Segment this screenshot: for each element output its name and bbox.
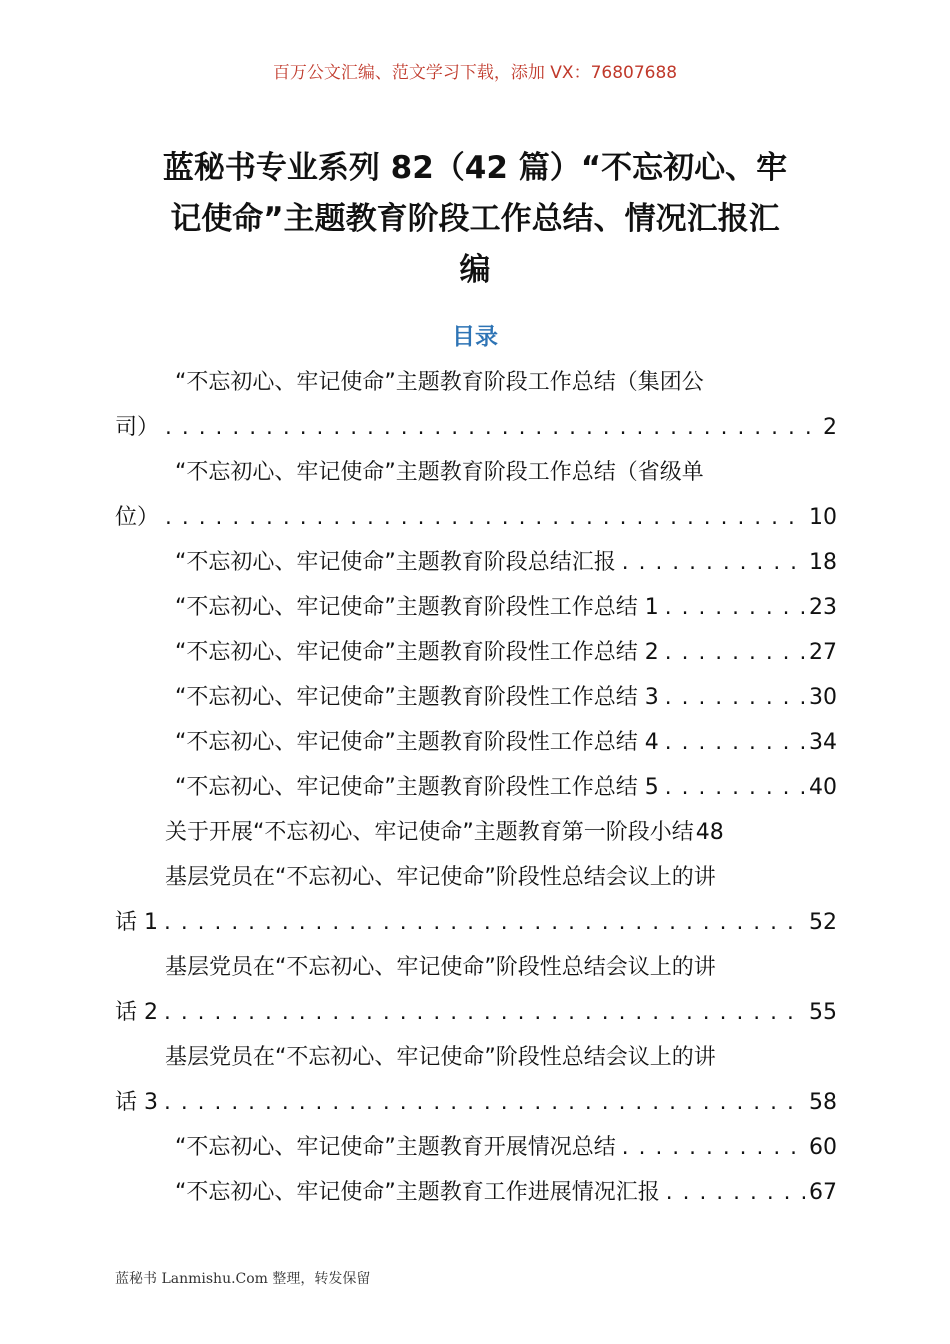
- toc-entry-page: 30: [809, 685, 837, 710]
- toc-entry-title-line2: 话 2: [115, 1000, 158, 1025]
- toc-entry-title-line1: 基层党员在“不忘初心、牢记使命”阶段性总结会议上的讲: [165, 1045, 716, 1070]
- toc-entry-title-line1: “不忘初心、牢记使命”主题教育阶段工作总结（省级单: [175, 460, 704, 485]
- toc-entry[interactable]: [115, 1035, 837, 1125]
- toc-leader-dots: [620, 1126, 805, 1171]
- toc-entry[interactable]: [115, 1170, 837, 1215]
- footer-credit-text: 蓝秘书 Lanmishu.Com 整理，转发保留: [115, 1271, 371, 1287]
- toc-entry-page: 27: [809, 640, 837, 665]
- toc-entry[interactable]: [115, 675, 837, 720]
- toc-leader-dots: [162, 991, 805, 1036]
- toc-entry[interactable]: [115, 585, 837, 630]
- toc-entry[interactable]: [115, 450, 837, 540]
- toc-entry-page: 67: [809, 1180, 837, 1205]
- toc-entry-title-line1: 基层党员在“不忘初心、牢记使命”阶段性总结会议上的讲: [165, 865, 716, 890]
- toc-entry-page: 10: [809, 505, 837, 530]
- toc-leader-dots: [163, 496, 805, 541]
- toc-leader-dots: [620, 541, 805, 586]
- toc-heading: 目录: [452, 324, 498, 350]
- toc-entry-page: 55: [809, 1000, 837, 1025]
- toc-entry-page: 18: [809, 550, 837, 575]
- toc-entry-page: 2: [823, 415, 837, 440]
- toc-entry-page: 60: [809, 1135, 837, 1160]
- toc-entry-title: “不忘初心、牢记使命”主题教育阶段性工作总结 1: [175, 595, 659, 620]
- document-title: [115, 143, 835, 296]
- toc-entry-title: “不忘初心、牢记使命”主题教育阶段性工作总结 2: [175, 640, 659, 665]
- title-line-2: 记使命”主题教育阶段工作总结、情况汇报汇: [170, 201, 780, 237]
- toc-entry-page: 48: [695, 820, 724, 845]
- toc-leader-dots: [162, 901, 805, 946]
- toc-entry-page: 52: [809, 910, 837, 935]
- toc-entry[interactable]: [115, 720, 837, 765]
- toc-entry-title-line2: 话 1: [115, 910, 158, 935]
- toc-entry-title-line2: 位）: [115, 505, 160, 530]
- toc-entry-title-line1: 基层党员在“不忘初心、牢记使命”阶段性总结会议上的讲: [165, 955, 716, 980]
- toc-entry-title: “不忘初心、牢记使命”主题教育阶段总结汇报: [175, 550, 616, 575]
- toc-leader-dots: [663, 766, 805, 811]
- toc-entry[interactable]: [115, 855, 837, 945]
- toc-leader-dots: [664, 1171, 805, 1216]
- toc-entry-title: “不忘初心、牢记使命”主题教育阶段性工作总结 4: [175, 730, 659, 755]
- toc-entry-title: “不忘初心、牢记使命”主题教育开展情况总结: [175, 1135, 616, 1160]
- toc-entry-page: 23: [809, 595, 837, 620]
- table-of-contents: [115, 360, 837, 1215]
- toc-leader-dots: [663, 586, 805, 631]
- title-line-3: 编: [459, 252, 491, 288]
- toc-entry[interactable]: [115, 540, 837, 585]
- header-watermark-text: 百万公文汇编、范文学习下载，添加 VX：76807688: [272, 63, 678, 83]
- toc-entry-title: “不忘初心、牢记使命”主题教育阶段性工作总结 3: [175, 685, 659, 710]
- toc-leader-dots: [163, 406, 819, 451]
- toc-entry[interactable]: [115, 810, 837, 855]
- title-line-1: 蓝秘书专业系列 82（42 篇）“不忘初心、牢: [162, 150, 788, 186]
- toc-entry[interactable]: [115, 945, 837, 1035]
- toc-entry[interactable]: [115, 1125, 837, 1170]
- toc-entry-page: 58: [809, 1090, 837, 1115]
- toc-entry[interactable]: [115, 360, 837, 450]
- toc-entry-title: 关于开展“不忘初心、牢记使命”主题教育第一阶段小结: [165, 820, 694, 845]
- toc-entry-title-line2: 话 3: [115, 1090, 158, 1115]
- toc-entry-title: “不忘初心、牢记使命”主题教育工作进展情况汇报: [175, 1180, 660, 1205]
- toc-entry[interactable]: [115, 765, 837, 810]
- toc-entry-page: 34: [809, 730, 837, 755]
- toc-entry-page: 40: [809, 775, 837, 800]
- toc-leader-dots: [663, 631, 805, 676]
- toc-entry-title-line1: “不忘初心、牢记使命”主题教育阶段工作总结（集团公: [175, 370, 704, 395]
- toc-entry-title-line2: 司）: [115, 415, 160, 440]
- toc-entry-title: “不忘初心、牢记使命”主题教育阶段性工作总结 5: [175, 775, 659, 800]
- toc-leader-dots: [162, 1081, 805, 1126]
- toc-entry[interactable]: [115, 630, 837, 675]
- toc-leader-dots: [663, 676, 805, 721]
- toc-leader-dots: [663, 721, 805, 766]
